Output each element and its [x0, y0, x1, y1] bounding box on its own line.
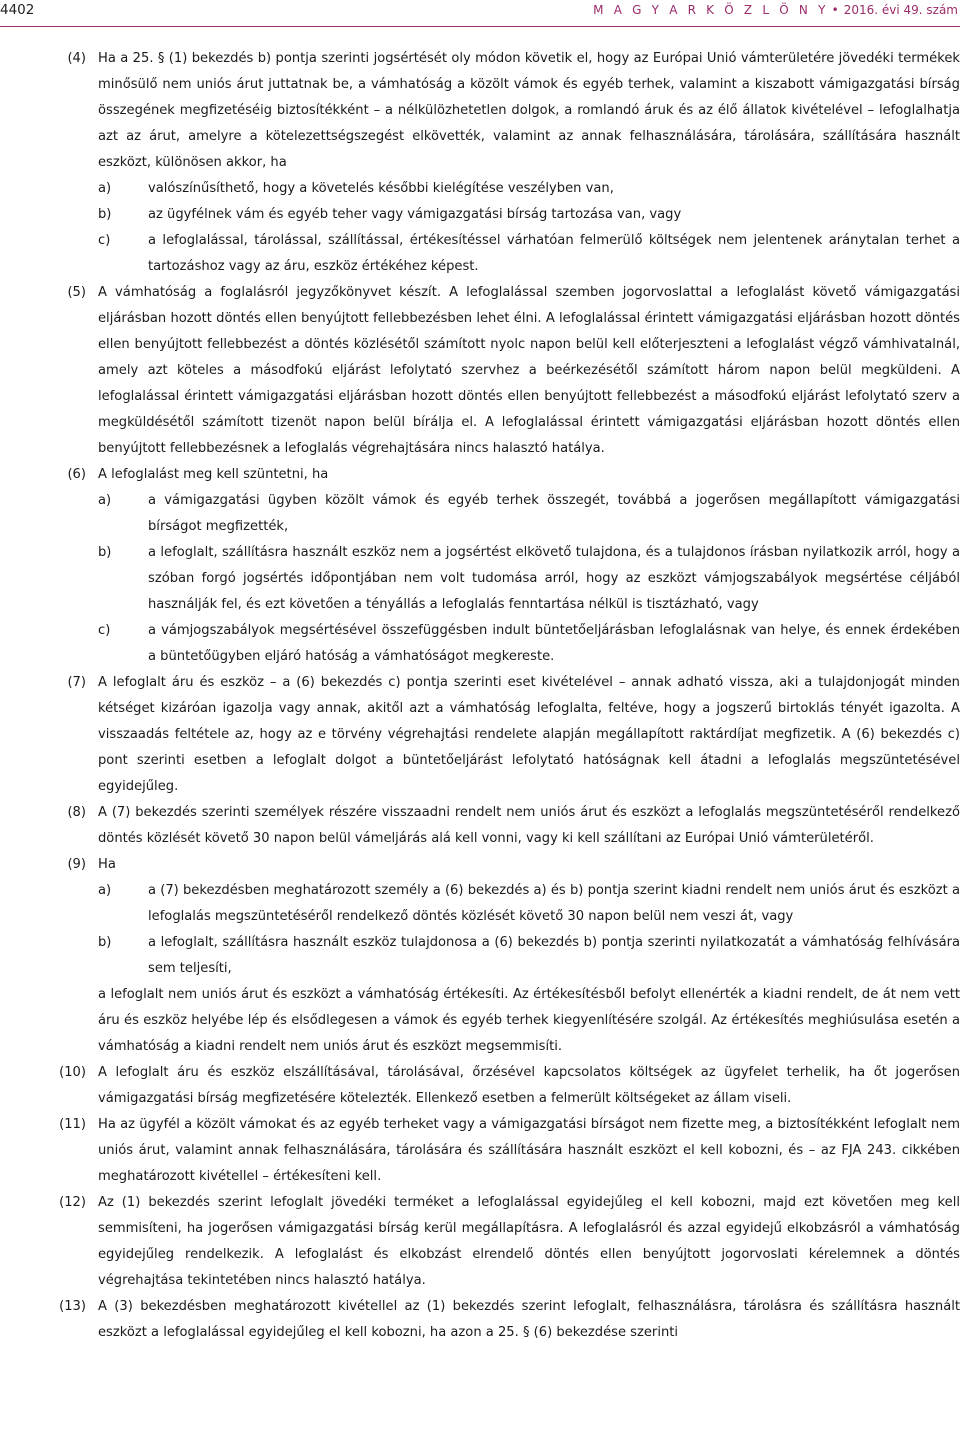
page-number: 4402	[0, 2, 35, 18]
list-item-text: a lefoglalással, tárolással, szállítással, értékesítéssel várhatóan felmerülő költségek nem jelentenek aránytalan terhet a tartozáshoz vagy az áru, eszköz értékéhez képest.	[148, 233, 960, 274]
paragraph	[0, 1190, 960, 1294]
paragraph-text: A lefoglalt áru és eszköz – a (6) bekezdés c) pontja szerinti eset kivételével – annak adható vissza, aki a tulajdonjogát minden kétséget kizáróan igazolja vagy annak, akitől azt a vámhatóság lefoglalta, feltéve, hogy a jogszerű birtoklás tényét igazolta. A visszaadás feltétele az, hogy az e törvény végrehajtási rendelete alapján megállapított raktárdíjat megfizetik. A (6) bekezdés c) pont szerinti esetben a lefoglalt dolgot a büntetőeljárást lefolytató hatóságnak kell átadni a lefoglalás megszüntetésével egyidejűleg.	[98, 675, 960, 794]
running-head	[593, 3, 958, 17]
paragraph	[0, 670, 960, 800]
paragraph-continuation: a lefoglalt nem uniós árut és eszközt a vámhatóság értékesíti. Az értékesítésből befolyt ellenérték a kiadni rendelt, de át nem vett áru és eszköz helyébe lép és elsődlegesen a vámok és egyéb terhek kiegyenlítésére szolgál. Az értékesítés meghiúsulása esetén a vámhatóság a kiadni rendelt nem uniós árut és eszközt megsemmisíti.	[98, 987, 960, 1054]
list-item-text: valószínűsíthető, hogy a követelés későbbi kielégítése veszélyben van,	[148, 181, 614, 196]
paragraph	[0, 462, 960, 488]
list-item	[0, 930, 960, 982]
list-item-text: a lefoglalt, szállításra használt eszköz nem a jogsértést elkövető tulajdona, és a tulajdonos írásban nyilatkozik arról, hogy a szóban forgó jogsértés időpontjában nem volt tudomása arról, hogy az eszközt vámjogszabályok megsértése céljából használják fel, és ezt követően a tényállás a lefoglalás fenntartása nélkül is tisztázható, vagy	[148, 545, 960, 612]
paragraph-number: (10)	[59, 1065, 86, 1080]
paragraph	[0, 1294, 960, 1346]
list-item-letter: a)	[98, 181, 112, 196]
list-item	[0, 878, 960, 930]
paragraph-number: (9)	[67, 857, 86, 872]
bullet-separator: •	[831, 3, 839, 17]
paragraph-text: A (3) bekezdésben meghatározott kivétellel az (1) bekezdés szerint lefoglalt, felhasználásra, tárolásra és szállításra használt eszközt a lefoglalással egyidejűleg el kell kobozni, ha azon a 25. § (6) bekezdése szerinti	[98, 1299, 960, 1340]
list-item-letter: b)	[98, 935, 112, 950]
list-item-text: a vámigazgatási ügyben közölt vámok és egyéb terhek összegét, továbbá a jogerősen megállapított vámigazgatási bírságot megfizették,	[148, 493, 960, 534]
list-item-text: a (7) bekezdésben meghatározott személy a (6) bekezdés a) és b) pontja szerint kiadni rendelt nem uniós árut és eszközt a lefoglalás megszüntetéséről rendelkező döntés közlését követő 30 napon belül nem veszi át, vagy	[148, 883, 960, 924]
paragraph-text: A vámhatóság a foglalásról jegyzőkönyvet készít. A lefoglalással szemben jogorvoslattal a lefoglalást követő vámigazgatási eljárásban hozott döntés ellen benyújtott fellebbezésben lehet élni. A lefoglalással érintett vámigazgatási eljárásban hozott döntés ellen benyújtott fellebbezést a döntés közlésétől számított nyolc napon belül kell előterjeszteni a lefoglalást végző vámhivatalnál, amely azt köteles a másodfokú eljárást lefolytató szervhez a beérkezésétől számított három napon belül megküldeni. A lefoglalással érintett vámigazgatási eljárásban hozott döntés ellen benyújtott fellebbezést a másodfokú eljárást lefolytató szerv a megküldésétől számított tizenöt napon belül bírálja el. A lefoglalással érintett vámigazgatási eljárásban hozott döntés ellen benyújtott fellebbezésnek a lefoglalás végrehajtására nincs halasztó hatálya.	[98, 285, 960, 456]
list-item-text: az ügyfélnek vám és egyéb teher vagy vámigazgatási bírság tartozása van, vagy	[148, 207, 682, 222]
page-header	[0, 0, 960, 26]
list-item-letter: c)	[98, 623, 111, 638]
list-item	[0, 488, 960, 540]
paragraph	[0, 46, 960, 176]
paragraph-text: A (7) bekezdés szerinti személyek részére visszaadni rendelt nem uniós árut és eszközt a lefoglalás megszüntetéséről rendelkező döntés közlését követő 30 napon belül vámeljárás alá kell vonni, vagy ki kell szállítani az Európai Unió vámterületéről.	[98, 805, 960, 846]
list-item	[0, 176, 960, 202]
list-item-letter: a)	[98, 493, 112, 508]
paragraph-text: A lefoglalást meg kell szüntetni, ha	[98, 467, 329, 482]
list-item-letter: a)	[98, 883, 112, 898]
list-item	[0, 618, 960, 670]
paragraph-text: Ha a 25. § (1) bekezdés b) pontja szerinti jogsértését oly módon követik el, hogy az Európai Unió vámterületére jövedéki termékek minősülő nem uniós árut juttatnak be, a vámhatóság a közölt vámok és egyéb terhek, valamint a kiszabott vámigazgatási bírság összegének megfizetéséig biztosítékként – a nélkülözhetetlen dolgok, a romlandó áruk és az élő állatok kivételével – lefoglalhatja azt az árut, amelyre a kötelezettségszegést elkövették, valamint az annak felhasználására, tárolására, szállítására használt eszközt, különösen akkor, ha	[98, 51, 960, 170]
publication-title: M A G Y A R K Ö Z L Ö N Y	[593, 3, 829, 17]
list-item-letter: b)	[98, 207, 112, 222]
paragraph-number: (11)	[59, 1117, 86, 1132]
paragraph-number: (5)	[67, 285, 86, 300]
paragraph-number: (4)	[67, 51, 86, 66]
list-item	[0, 540, 960, 618]
paragraph-number: (12)	[59, 1195, 86, 1210]
paragraph-number: (13)	[59, 1299, 86, 1314]
paragraph	[0, 1112, 960, 1190]
paragraph	[0, 280, 960, 462]
paragraph-text: Ha az ügyfél a közölt vámokat és az egyéb terheket vagy a vámigazgatási bírságot nem fizette meg, a biztosítékként lefoglalt nem uniós árut, valamint annak felhasználására, tárolására és szállítására használt eszközt el kell kobozni, és – az FJA 243. cikkében meghatározott kivétellel – értékesíteni kell.	[98, 1117, 960, 1184]
list-item-text: a lefoglalt, szállításra használt eszköz tulajdonosa a (6) bekezdés b) pontja szerinti nyilatkozatát a vámhatóság felhívására sem teljesíti,	[148, 935, 960, 976]
paragraph-number: (7)	[67, 675, 86, 690]
header-rule	[0, 26, 960, 27]
paragraph	[0, 800, 960, 852]
paragraph-text: Ha	[98, 857, 116, 872]
document-body	[0, 46, 960, 1346]
paragraph	[0, 852, 960, 878]
issue-label: 2016. évi 49. szám	[843, 3, 958, 17]
paragraph-text: A lefoglalt áru és eszköz elszállításával, tárolásával, őrzésével kapcsolatos költségek az ügyfelet terhelik, ha őt jogerősen vámigazgatási bírság megfizetésére kötelezték. Ellenkező esetben a felmerült költségeket az állam viseli.	[98, 1065, 960, 1106]
paragraph-number: (6)	[67, 467, 86, 482]
list-item-text: a vámjogszabályok megsértésével összefüggésben indult büntetőeljárásban lefoglalásnak van helye, és ennek érdekében a büntetőügyben eljáró hatóság a vámhatóságot megkereste.	[148, 623, 960, 664]
list-item-letter: b)	[98, 545, 112, 560]
list-item	[0, 228, 960, 280]
paragraph	[0, 1060, 960, 1112]
list-item	[0, 202, 960, 228]
list-item-letter: c)	[98, 233, 111, 248]
paragraph-text: Az (1) bekezdés szerint lefoglalt jövedéki terméket a lefoglalással egyidejűleg el kell kobozni, majd ezt követően meg kell semmisíteni, ha jogerősen vámigazgatási bírság kerül megállapításra. A lefoglalásról és azzal egyidejű elkobzásról a vámhatóság egyidejűleg rendelkezik. A lefoglalást és elkobzást elrendelő döntés ellen benyújtott jogorvoslati kérelemnek a döntés végrehajtása tekintetében nincs halasztó hatálya.	[98, 1195, 960, 1288]
paragraph-number: (8)	[67, 805, 86, 820]
